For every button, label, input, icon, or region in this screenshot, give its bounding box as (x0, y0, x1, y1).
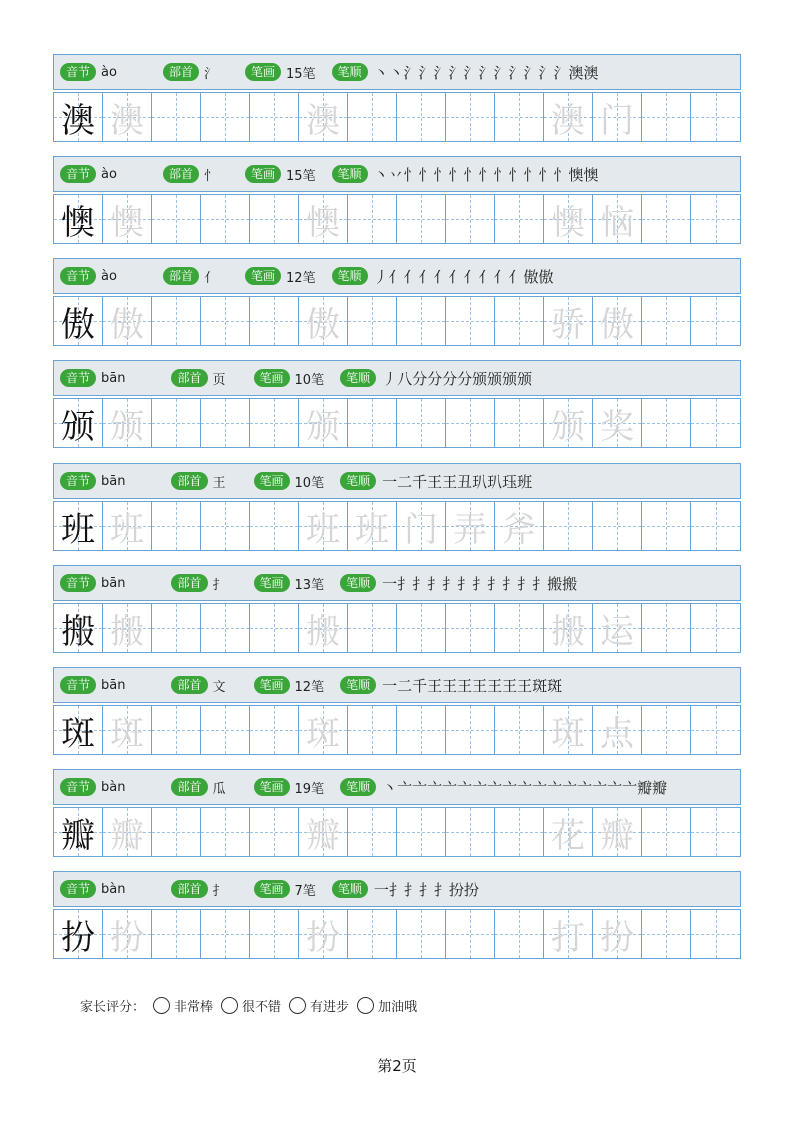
grid-cell[interactable] (446, 910, 495, 958)
writing-grid (53, 398, 741, 448)
stroke-order: 丶丶氵氵氵氵氵氵氵氵氵氵氵澳澳 (373, 63, 599, 82)
trace-char[interactable] (299, 297, 348, 345)
radical-tag: 部首 (163, 63, 199, 81)
strokes-value: 15笔 (285, 66, 316, 82)
grid-cell[interactable] (201, 93, 250, 141)
char-header (53, 360, 741, 396)
pinyin-tag: 音节 (60, 676, 96, 694)
radical-tag: 部首 (171, 574, 207, 592)
trace-char-text: 扮 (110, 917, 144, 958)
strokes-value: 12笔 (294, 679, 325, 695)
trace-char-text: 瓣 (306, 815, 340, 856)
grid-cell[interactable] (691, 93, 740, 141)
trace-char-text: 斑 (110, 713, 144, 754)
pinyin-value: bān (101, 575, 126, 591)
grid-cell[interactable] (495, 604, 544, 652)
stroke-order: 一二千王王丑玐玐珏班 (382, 472, 533, 491)
writing-grid (53, 194, 741, 244)
rating-radio-3[interactable] (289, 997, 306, 1014)
grid-cell[interactable] (691, 808, 740, 856)
strokes-tag: 笔画 (245, 63, 281, 81)
char-block (53, 156, 741, 244)
rating-option-2: 很不错 (242, 1000, 282, 1015)
grid-cell[interactable] (593, 195, 642, 243)
model-char[interactable] (54, 93, 103, 141)
trace-char-text: 澳 (110, 100, 144, 141)
grid-cell[interactable] (201, 706, 250, 754)
grid-cell[interactable] (348, 195, 397, 243)
grid-cell[interactable] (691, 297, 740, 345)
grid-cell[interactable] (348, 808, 397, 856)
pinyin-value: ào (101, 268, 117, 284)
trace-char-text: 澳 (306, 100, 340, 141)
order-tag: 笔顺 (332, 880, 368, 898)
trace-char-text: 搬 (306, 611, 340, 652)
trace-char[interactable] (299, 93, 348, 141)
grid-cell[interactable] (152, 297, 201, 345)
grid-cell[interactable] (397, 297, 446, 345)
grid-cell[interactable] (152, 502, 201, 550)
grid-cell[interactable] (152, 706, 201, 754)
rating-option-1: 非常棒 (174, 1000, 214, 1015)
pinyin-value: ào (101, 166, 117, 182)
stroke-order: 丿八分分分分颁颁颁颁 (382, 369, 533, 388)
radical-value: 亻 (203, 270, 217, 286)
grid-cell[interactable] (593, 502, 642, 550)
stroke-order: 丿亻亻亻亻亻亻亻亻亻傲傲 (373, 267, 554, 286)
trace-char-text: 懊 (110, 202, 144, 243)
word-char: 瓣 (600, 815, 634, 856)
pinyin-value: bān (101, 677, 126, 693)
model-char[interactable] (54, 910, 103, 958)
pinyin-tag: 音节 (60, 472, 96, 490)
grid-cell[interactable] (544, 808, 593, 856)
grid-cell[interactable] (397, 706, 446, 754)
model-char-text: 斑 (61, 713, 95, 754)
grid-cell[interactable] (250, 604, 299, 652)
pinyin-value: bān (101, 473, 126, 489)
order-tag: 笔顺 (340, 369, 376, 387)
trace-char-text: 懊 (306, 202, 340, 243)
grid-cell[interactable] (691, 604, 740, 652)
strokes-value: 19笔 (294, 781, 325, 797)
word-char: 澳 (551, 100, 585, 141)
grid-cell[interactable] (642, 604, 691, 652)
char-block (53, 769, 741, 857)
trace-char[interactable] (299, 706, 348, 754)
grid-cell[interactable] (544, 502, 593, 550)
grid-cell[interactable] (152, 604, 201, 652)
trace-char[interactable] (103, 502, 152, 550)
word-char: 扮 (600, 917, 634, 958)
trace-char[interactable] (103, 297, 152, 345)
grid-cell[interactable] (348, 910, 397, 958)
writing-grid (53, 807, 741, 857)
word-char: 门 (404, 509, 438, 550)
page-number: 第2页 (377, 1057, 417, 1075)
word-char: 斑 (551, 713, 585, 754)
grid-cell[interactable] (250, 706, 299, 754)
grid-cell[interactable] (348, 604, 397, 652)
order-tag: 笔顺 (340, 778, 376, 796)
word-char: 弄 (453, 509, 487, 550)
char-block (53, 463, 741, 551)
trace-char[interactable] (103, 910, 152, 958)
model-char-text: 搬 (61, 611, 95, 652)
pinyin-tag: 音节 (60, 267, 96, 285)
trace-char-text: 颁 (110, 406, 144, 447)
grid-cell[interactable] (348, 297, 397, 345)
grid-cell[interactable] (397, 808, 446, 856)
char-block (53, 258, 741, 346)
trace-char-text: 搬 (110, 611, 144, 652)
radical-tag: 部首 (171, 778, 207, 796)
radical-value: 扌 (212, 883, 226, 899)
radical-tag: 部首 (163, 267, 199, 285)
grid-cell[interactable] (495, 706, 544, 754)
grid-cell[interactable] (593, 910, 642, 958)
pinyin-tag: 音节 (60, 778, 96, 796)
trace-char[interactable] (103, 604, 152, 652)
grid-cell[interactable] (201, 195, 250, 243)
grid-cell[interactable] (495, 399, 544, 447)
grid-cell[interactable] (397, 910, 446, 958)
trace-char[interactable] (103, 808, 152, 856)
rating-option-3: 有进步 (310, 1000, 350, 1015)
grid-cell[interactable] (593, 399, 642, 447)
grid-cell[interactable] (446, 604, 495, 652)
strokes-tag: 笔画 (245, 267, 281, 285)
grid-cell[interactable] (495, 502, 544, 550)
order-tag: 笔顺 (332, 63, 368, 81)
grid-cell[interactable] (397, 604, 446, 652)
model-char[interactable] (54, 297, 103, 345)
model-char[interactable] (54, 399, 103, 447)
writing-grid (53, 603, 741, 653)
trace-char-text: 扮 (306, 917, 340, 958)
grid-cell[interactable] (250, 910, 299, 958)
word-char: 懊 (551, 202, 585, 243)
strokes-tag: 笔画 (254, 676, 290, 694)
strokes-value: 12笔 (285, 270, 316, 286)
order-tag: 笔顺 (332, 267, 368, 285)
word-char: 花 (551, 815, 585, 856)
grid-cell[interactable] (691, 706, 740, 754)
strokes-tag: 笔画 (254, 472, 290, 490)
char-header (53, 769, 741, 805)
char-block (53, 54, 741, 142)
word-char: 骄 (551, 304, 585, 345)
strokes-tag: 笔画 (254, 880, 290, 898)
trace-char-text: 颁 (306, 406, 340, 447)
grid-cell[interactable] (152, 910, 201, 958)
grid-cell[interactable] (201, 297, 250, 345)
grid-cell[interactable] (642, 808, 691, 856)
char-header (53, 54, 741, 90)
strokes-value: 10笔 (294, 475, 325, 491)
grid-cell[interactable] (642, 93, 691, 141)
pinyin-tag: 音节 (60, 574, 96, 592)
grid-cell[interactable] (593, 604, 642, 652)
writing-grid (53, 92, 741, 142)
radical-value: 瓜 (212, 781, 226, 797)
pinyin-value: bàn (101, 881, 126, 897)
strokes-value: 13笔 (294, 577, 325, 593)
grid-cell[interactable] (250, 195, 299, 243)
grid-cell[interactable] (544, 399, 593, 447)
pinyin-value: bān (101, 370, 126, 386)
grid-cell[interactable] (544, 93, 593, 141)
radical-tag: 部首 (171, 369, 207, 387)
grid-cell[interactable] (691, 502, 740, 550)
parent-rating (80, 996, 417, 1015)
grid-cell[interactable] (495, 808, 544, 856)
radical-value: 页 (212, 372, 226, 388)
grid-cell[interactable] (250, 502, 299, 550)
trace-char-text: 傲 (306, 304, 340, 345)
model-char-text: 颁 (61, 406, 95, 447)
grid-cell[interactable] (250, 297, 299, 345)
grid-cell[interactable] (544, 910, 593, 958)
trace-char[interactable] (103, 195, 152, 243)
stroke-order: 一扌扌扌扌扌扌扌扌扌扌搬搬 (382, 574, 578, 593)
word-char: 颁 (551, 406, 585, 447)
char-block (53, 360, 741, 448)
writing-grid (53, 909, 741, 959)
word-char: 奖 (600, 406, 634, 447)
stroke-order: 一二千王王王王王王王斑斑 (382, 676, 563, 695)
trace-char[interactable] (299, 910, 348, 958)
model-char-text: 懊 (61, 202, 95, 243)
rating-option-4: 加油哦 (378, 1000, 418, 1015)
radical-value: 忄 (203, 168, 217, 184)
grid-cell[interactable] (642, 399, 691, 447)
grid-cell[interactable] (593, 297, 642, 345)
trace-char[interactable] (299, 502, 348, 550)
strokes-tag: 笔画 (245, 165, 281, 183)
grid-cell[interactable] (495, 910, 544, 958)
grid-cell[interactable] (446, 706, 495, 754)
radical-tag: 部首 (171, 880, 207, 898)
model-char-text: 傲 (61, 304, 95, 345)
grid-cell[interactable] (201, 910, 250, 958)
word-char: 门 (600, 100, 634, 141)
word-char: 傲 (600, 304, 634, 345)
trace-char-text: 班 (110, 509, 144, 550)
grid-cell[interactable] (152, 808, 201, 856)
rating-radio-1[interactable] (153, 997, 170, 1014)
grid-cell[interactable] (642, 706, 691, 754)
trace-char[interactable] (103, 399, 152, 447)
grid-cell[interactable] (250, 93, 299, 141)
grid-cell[interactable] (593, 808, 642, 856)
grid-cell[interactable] (152, 399, 201, 447)
grid-cell[interactable] (348, 706, 397, 754)
rating-radio-2[interactable] (221, 997, 238, 1014)
radical-tag: 部首 (171, 676, 207, 694)
trace-char[interactable] (299, 399, 348, 447)
model-char[interactable] (54, 195, 103, 243)
char-header (53, 667, 741, 703)
grid-cell[interactable] (446, 502, 495, 550)
trace-char[interactable] (299, 195, 348, 243)
grid-cell[interactable] (397, 399, 446, 447)
char-header (53, 463, 741, 499)
strokes-tag: 笔画 (254, 574, 290, 592)
grid-cell[interactable] (446, 195, 495, 243)
grid-cell[interactable] (642, 297, 691, 345)
grid-cell[interactable] (397, 502, 446, 550)
word-char: 搬 (551, 611, 585, 652)
grid-cell[interactable] (201, 502, 250, 550)
grid-cell[interactable] (397, 195, 446, 243)
rating-label: 家长评分： (80, 1000, 146, 1015)
writing-grid (53, 501, 741, 551)
radical-value: 文 (212, 679, 226, 695)
strokes-value: 15笔 (285, 168, 316, 184)
char-block (53, 667, 741, 755)
strokes-value: 10笔 (294, 372, 325, 388)
model-char[interactable] (54, 604, 103, 652)
grid-cell[interactable] (691, 195, 740, 243)
order-tag: 笔顺 (340, 472, 376, 490)
trace-char[interactable] (103, 706, 152, 754)
grid-cell[interactable] (593, 706, 642, 754)
char-header (53, 871, 741, 907)
grid-cell[interactable] (348, 502, 397, 550)
grid-cell[interactable] (593, 93, 642, 141)
grid-cell[interactable] (201, 808, 250, 856)
writing-grid (53, 296, 741, 346)
grid-cell[interactable] (250, 399, 299, 447)
word-char: 点 (600, 713, 634, 754)
strokes-tag: 笔画 (254, 778, 290, 796)
model-char-text: 扮 (61, 917, 95, 958)
pinyin-tag: 音节 (60, 165, 96, 183)
char-header (53, 258, 741, 294)
grid-cell[interactable] (152, 93, 201, 141)
grid-cell[interactable] (446, 297, 495, 345)
stroke-order: 丶亠亠亠亠亠亠亠亠亠亠亠亠亠亠亠亠瓣瓣 (382, 778, 668, 797)
grid-cell[interactable] (201, 399, 250, 447)
grid-cell[interactable] (446, 399, 495, 447)
strokes-tag: 笔画 (254, 369, 290, 387)
grid-cell[interactable] (544, 195, 593, 243)
grid-cell[interactable] (397, 93, 446, 141)
grid-cell[interactable] (691, 910, 740, 958)
grid-cell[interactable] (446, 808, 495, 856)
grid-cell[interactable] (250, 808, 299, 856)
grid-cell[interactable] (642, 502, 691, 550)
grid-cell[interactable] (495, 93, 544, 141)
model-char-text: 澳 (61, 100, 95, 141)
char-header (53, 565, 741, 601)
model-char-text: 班 (61, 509, 95, 550)
radical-tag: 部首 (171, 472, 207, 490)
grid-cell[interactable] (152, 195, 201, 243)
word-char: 恼 (600, 202, 634, 243)
grid-cell[interactable] (642, 910, 691, 958)
char-header (53, 156, 741, 192)
grid-cell[interactable] (691, 399, 740, 447)
grid-cell[interactable] (348, 399, 397, 447)
writing-grid (53, 705, 741, 755)
grid-cell[interactable] (446, 93, 495, 141)
word-char: 运 (600, 611, 634, 652)
model-char-text: 瓣 (61, 815, 95, 856)
trace-char[interactable] (299, 808, 348, 856)
grid-cell[interactable] (544, 297, 593, 345)
grid-cell[interactable] (348, 93, 397, 141)
order-tag: 笔顺 (332, 165, 368, 183)
pinyin-value: ào (101, 64, 117, 80)
word-char: 班 (355, 509, 389, 550)
trace-char-text: 班 (306, 509, 340, 550)
pinyin-tag: 音节 (60, 880, 96, 898)
radical-value: 氵 (203, 66, 217, 82)
trace-char[interactable] (299, 604, 348, 652)
stroke-order: 一扌扌扌扌扮扮 (373, 880, 479, 899)
word-char: 打 (551, 917, 585, 958)
strokes-value: 7笔 (294, 883, 316, 899)
radical-value: 王 (212, 475, 226, 491)
order-tag: 笔顺 (340, 574, 376, 592)
pinyin-tag: 音节 (60, 369, 96, 387)
grid-cell[interactable] (495, 195, 544, 243)
trace-char-text: 斑 (306, 713, 340, 754)
grid-cell[interactable] (544, 706, 593, 754)
word-char: 斧 (502, 509, 536, 550)
pinyin-value: bàn (101, 779, 126, 795)
grid-cell[interactable] (201, 604, 250, 652)
char-block (53, 565, 741, 653)
grid-cell[interactable] (495, 297, 544, 345)
model-char[interactable] (54, 706, 103, 754)
model-char[interactable] (54, 502, 103, 550)
order-tag: 笔顺 (340, 676, 376, 694)
pinyin-tag: 音节 (60, 63, 96, 81)
grid-cell[interactable] (544, 604, 593, 652)
radical-tag: 部首 (163, 165, 199, 183)
stroke-order: 丶丷忄忄忄忄忄忄忄忄忄忄忄懊懊 (373, 165, 599, 184)
trace-char-text: 瓣 (110, 815, 144, 856)
grid-cell[interactable] (642, 195, 691, 243)
rating-radio-4[interactable] (357, 997, 374, 1014)
model-char[interactable] (54, 808, 103, 856)
trace-char-text: 傲 (110, 304, 144, 345)
radical-value: 扌 (212, 577, 226, 593)
trace-char[interactable] (103, 93, 152, 141)
char-block (53, 871, 741, 959)
